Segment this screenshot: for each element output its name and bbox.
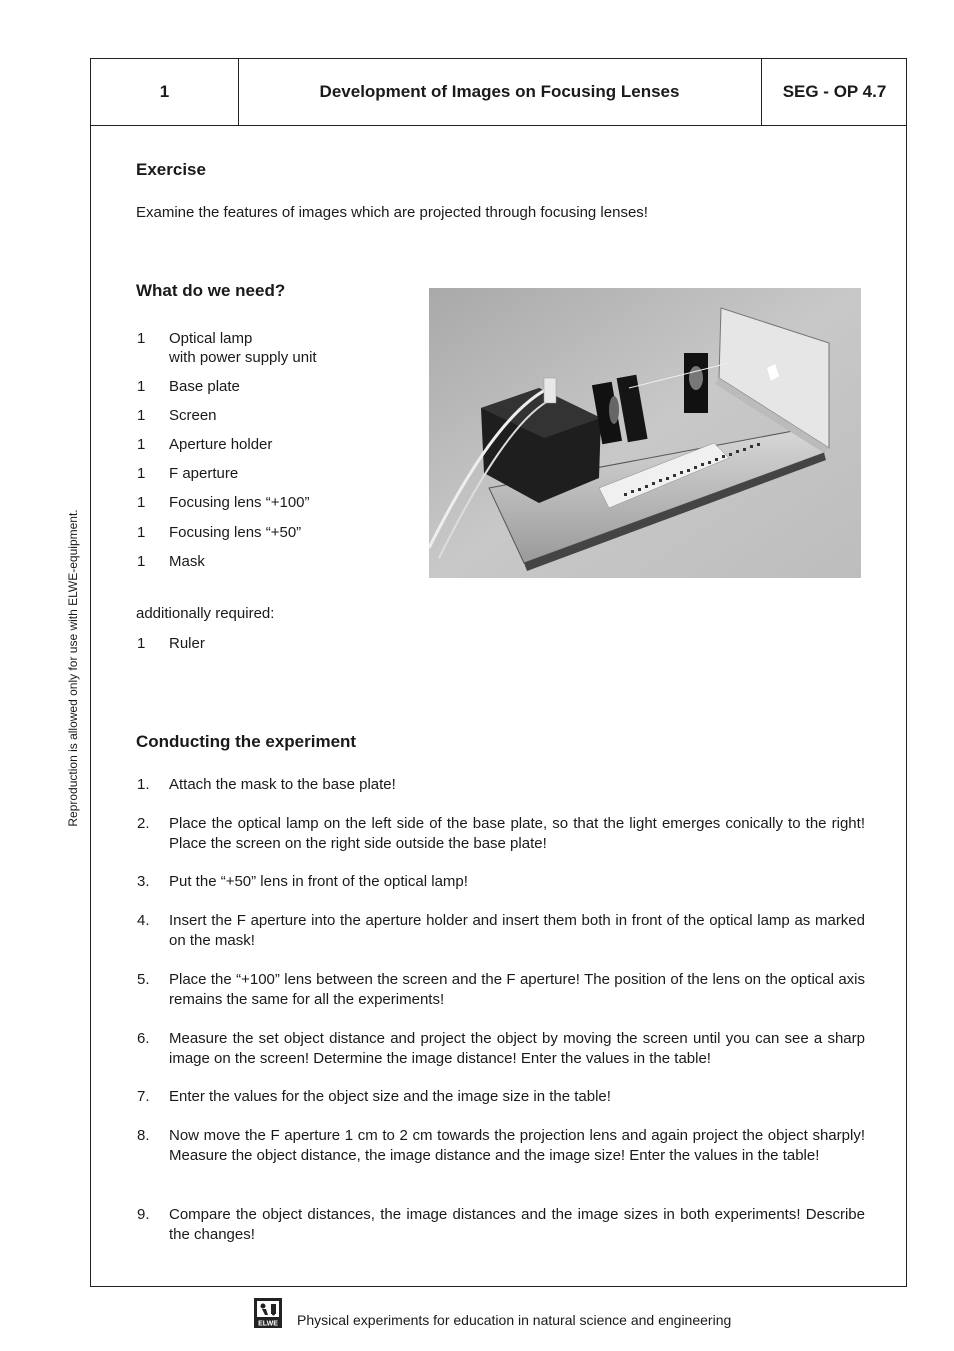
page-number: 1: [91, 59, 239, 125]
elwe-logo-icon: [254, 1298, 282, 1328]
list-item: 2. Place the optical lamp on the left side of the base plate, so that the light emerges conically to the right! Place the screen on the right side outside the base plate!: [137, 815, 865, 852]
document-code: SEG - OP 4.7: [782, 82, 887, 101]
list-item: 7. Enter the values for the object size and the image size in the table!: [137, 1088, 611, 1105]
footer: [254, 1298, 814, 1330]
list-item: 1. Attach the mask to the base plate!: [137, 776, 396, 793]
page-title: Development of Images on Focusing Lenses: [238, 59, 762, 125]
list-item: 5. Place the “+100” lens between the screen and the F aperture! The position of the lens on the optical axis remains the same for all the experiments!: [137, 971, 865, 1008]
list-item: 9. Compare the object distances, the image distances and the image sizes in both experiments! Describe the changes!: [137, 1206, 865, 1243]
list-item: 8. Now move the F aperture 1 cm to 2 cm towards the projection lens and again project the object sharply! Measure the object distance, the image distance and the image size! Enter the values in the table!: [137, 1127, 865, 1164]
page-frame: 1 Development of Images on Focusing Lenses SEG - OP 4.7 Exercise Examine the features of images which are projected through focusing lenses! What do we need? 1 Optical lamp with power supply unit 1 Base plate 1 Screen 1 Aperture holder 1 F aperture 1 Focusing lens “+100” 1 Focusing lens “+50” 1 Mask additionally required: 1 Ruler Conducting the experiment 1. Attach the mask to the base plate! 2. Place the optical lamp on the left side of the base plate, so that the light emerges conically to the right! Place the screen on the right side outside the base plate! 3. Put the “+50” lens in front of the optical lamp! 4. Insert the F aperture into the aperture holder and insert them both in front of the optical lamp as marked on the mask! 5. Place the “+100” lens between the screen and the F aperture! The position of the lens on the optical axis remains the same for all the experiments! 6. Measure the set object distance and project the object by moving the screen until you can see a sharp image on the screen! Determine the image distance! Enter the values in the table! 7. Enter the values for the object size and the image size in the table! 8. Now move the F aperture 1 cm to 2 cm towards the projection lens and again project the object sharply! Measure the object distance, the image distance and the image size! Enter the values in the table! 9. Compare the object distances, the image distances and the image sizes in both experiments! Describe the changes!: [90, 58, 907, 1287]
exercise-text: Examine the features of images which are projected through focusing lenses!: [136, 204, 648, 221]
list-item: 6. Measure the set object distance and project the object by moving the screen until you can see a sharp image on the screen! Determine the image distance! Enter the values in the table!: [137, 1030, 865, 1067]
footer-text: Physical experiments for education in natural science and engineering: [297, 1312, 732, 1328]
needs-heading: What do we need?: [136, 281, 286, 300]
exercise-heading: Exercise: [136, 160, 206, 179]
additional-heading: additionally required:: [136, 605, 275, 622]
header-table: [91, 59, 906, 126]
list-item: 3. Put the “+50” lens in front of the optical lamp!: [137, 873, 468, 890]
svg-text:ELWE: ELWE: [258, 1320, 278, 1328]
experiment-heading: Conducting the experiment: [136, 732, 357, 751]
apparatus-photo: [429, 288, 861, 578]
list-item: 4. Insert the F aperture into the aperture holder and insert them both in front of the optical lamp as marked on the mask!: [137, 912, 865, 949]
